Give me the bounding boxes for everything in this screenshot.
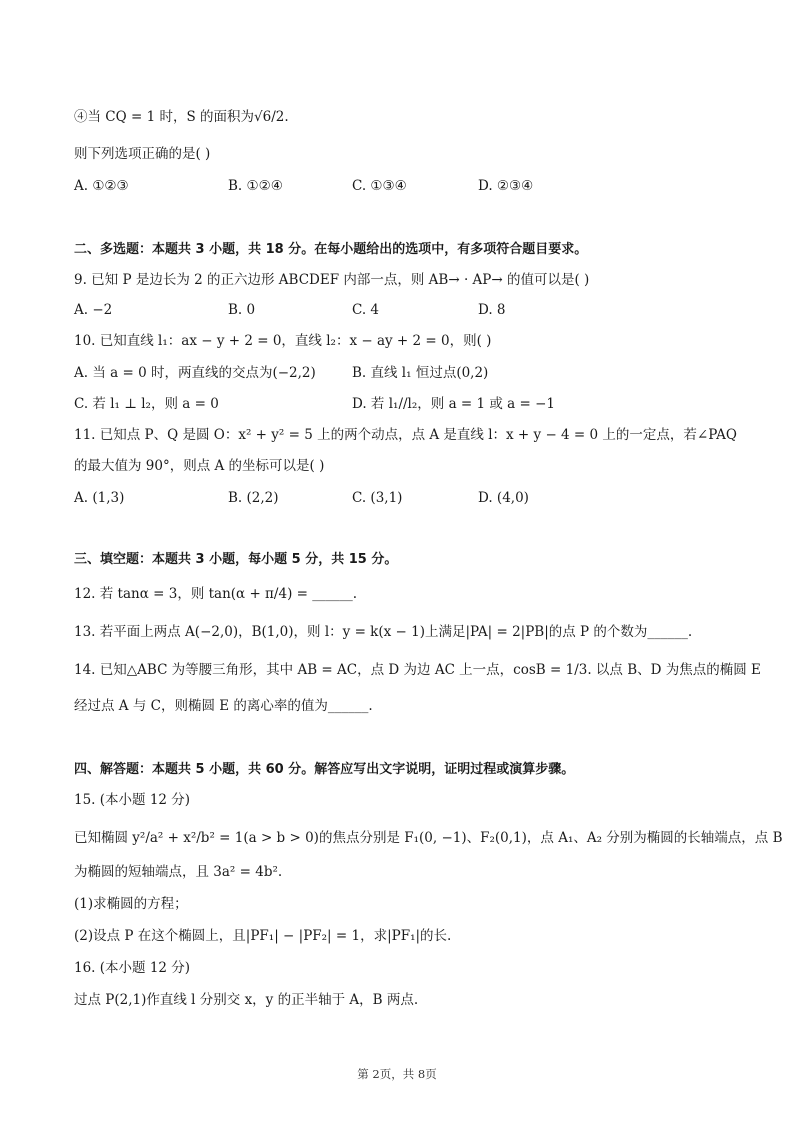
q8-option-a: A. ①②③: [74, 178, 129, 194]
q15-part1: (1)求椭圆的方程；: [74, 896, 188, 912]
q8-option-d: D. ②③④: [478, 178, 534, 194]
q15-title: 15. (本小题 12 分): [74, 792, 191, 808]
q11-option-a: A. (1,3): [74, 490, 125, 506]
q9-option-d: D. 8: [478, 302, 506, 318]
q10-option-b: B. 直线 l₁ 恒过点(0,2): [352, 365, 489, 381]
q13: 13. 若平面上两点 A(−2,0)，B(1,0)，则 l：y = k(x − 1)上满足|PA| = 2|PB|的点 P 的个数为______.: [74, 624, 693, 640]
q8-item4: ④当 CQ = 1 时，S 的面积为√6/2.: [74, 109, 289, 125]
q10-option-c: C. 若 l₁ ⊥ l₂，则 a = 0: [74, 396, 219, 412]
q16-title: 16. (本小题 12 分): [74, 960, 191, 976]
q14-line2: 经过点 A 与 C，则椭圆 E 的离心率的值为______.: [74, 698, 373, 714]
q9-option-c: C. 4: [352, 302, 380, 318]
section2-heading: 二、多选题：本题共 3 小题，共 18 分。在每小题给出的选项中，有多项符合题目要求。: [74, 242, 588, 257]
q9-stem: 9. 已知 P 是边长为 2 的正六边形 ABCDEF 内部一点，则 AB→ · AP→ 的值可以是( ): [74, 272, 590, 288]
q15-line1: 已知椭圆 y²/a² + x²/b² = 1(a > b > 0)的焦点分别是 F₁(0, −1)、F₂(0,1)，点 A₁、A₂ 分别为椭圆的长轴端点，点 B: [74, 830, 783, 846]
section4-heading: 四、解答题：本题共 5 小题，共 60 分。解答应写出文字说明，证明过程或演算步骤。: [74, 762, 575, 777]
q16-line1: 过点 P(2,1)作直线 l 分别交 x，y 的正半轴于 A，B 两点.: [74, 992, 419, 1008]
q11-option-d: D. (4,0): [478, 490, 529, 506]
q8-option-b: B. ①②④: [228, 178, 283, 194]
q12: 12. 若 tanα = 3，则 tan(α + π/4) = ______.: [74, 586, 358, 602]
page-footer: 第 2页，共 8页: [357, 1067, 437, 1081]
q11-stem-line1: 11. 已知点 P、Q 是圆 O：x² + y² = 5 上的两个动点，点 A 是直线 l：x + y − 4 = 0 上的一定点，若∠PAQ: [74, 427, 737, 443]
q14-line1: 14. 已知△ABC 为等腰三角形，其中 AB = AC，点 D 为边 AC 上一点，cosB = 1/3. 以点 B、D 为焦点的椭圆 E: [74, 662, 761, 678]
q11-option-c: C. (3,1): [352, 490, 403, 506]
q10-stem: 10. 已知直线 l₁：ax − y + 2 = 0，直线 l₂：x − ay + 2 = 0，则( ): [74, 333, 492, 349]
q9-option-a: A. −2: [74, 302, 113, 318]
q10-option-d: D. 若 l₁//l₂，则 a = 1 或 a = −1: [352, 396, 556, 412]
q15-part2: (2)设点 P 在这个椭圆上，且|PF₁| − |PF₂| = 1，求|PF₁|的长.: [74, 928, 452, 944]
section3-heading: 三、填空题：本题共 3 小题，每小题 5 分，共 15 分。: [74, 552, 398, 567]
q11-stem-line2: 的最大值为 90°，则点 A 的坐标可以是( ): [74, 458, 325, 474]
q15-line2: 为椭圆的短轴端点，且 3a² = 4b².: [74, 864, 283, 880]
q10-option-a: A. 当 a = 0 时，两直线的交点为(−2,2): [74, 365, 316, 381]
q8-question: 则下列选项正确的是( ): [74, 146, 211, 162]
q11-option-b: B. (2,2): [228, 490, 279, 506]
q8-option-c: C. ①③④: [352, 178, 407, 194]
q9-option-b: B. 0: [228, 302, 256, 318]
